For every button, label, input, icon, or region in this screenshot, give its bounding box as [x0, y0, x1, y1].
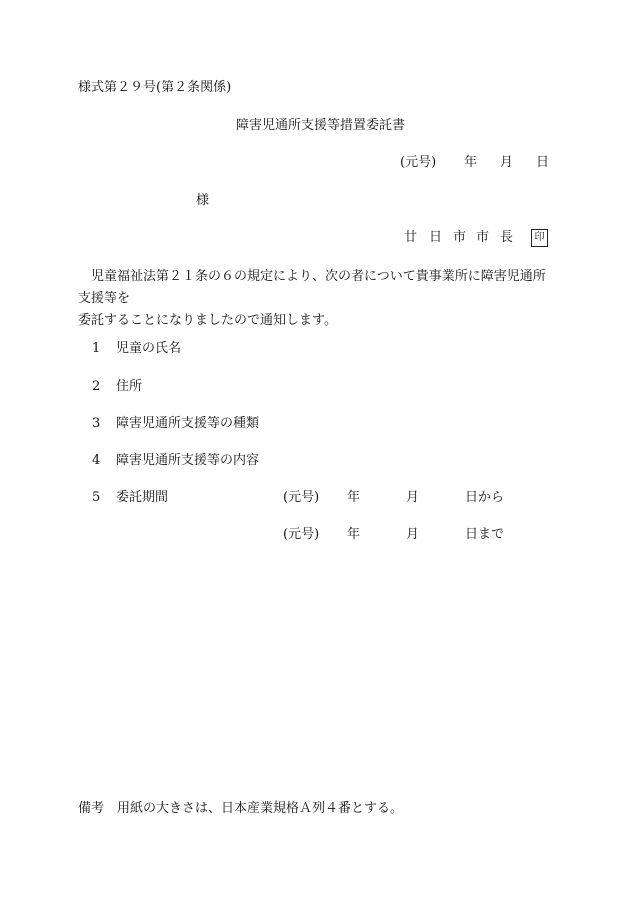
issuer-char: 日: [429, 230, 443, 245]
body-line: 児童福祉法第２１条の６の規定により、次の者について貴事業所に障害児通所支援等を: [78, 269, 546, 306]
item-number: 3: [92, 416, 101, 431]
remarks-note: 備考 用紙の大きさは、日本産業規格Ａ列４番とする。: [78, 801, 404, 816]
period-from-era: (元号): [283, 490, 320, 505]
period-from-day: 日から: [465, 490, 505, 505]
item-number: 4: [92, 453, 101, 468]
addressee-suffix: 様: [196, 193, 210, 208]
issuer-char: 廿: [404, 230, 418, 245]
period-to-year: 年: [347, 527, 361, 542]
item-number: 1: [92, 341, 101, 356]
document-title: 障害児通所支援等措置委託書: [236, 118, 406, 133]
item-number: 5: [92, 490, 101, 505]
issuer-char: 市: [453, 230, 467, 245]
form-number: 様式第２９号(第２条関係): [78, 80, 232, 95]
body-line: 委託することになりましたので通知します。: [78, 313, 337, 328]
issuer-char: 長: [500, 230, 514, 245]
period-to-month: 月: [406, 527, 420, 542]
period-to-day: 日まで: [465, 527, 505, 542]
period-to-era: (元号): [283, 527, 320, 542]
seal-mark: 印: [531, 229, 548, 247]
item-number: 2: [92, 379, 101, 394]
item-support-content: 障害児通所支援等の内容: [116, 453, 260, 468]
period-from-month: 月: [406, 490, 420, 505]
notice-body: [78, 266, 552, 332]
item-support-type: 障害児通所支援等の種類: [116, 416, 260, 431]
issuer-char: 市: [476, 230, 490, 245]
date-year: 年: [464, 155, 478, 170]
item-period: 委託期間: [116, 490, 169, 505]
date-era: (元号): [400, 155, 437, 170]
item-address: 住所: [116, 379, 143, 394]
date-month: 月: [500, 155, 514, 170]
period-from-year: 年: [347, 490, 361, 505]
item-child-name: 児童の氏名: [116, 341, 182, 356]
date-day: 日: [536, 155, 550, 170]
